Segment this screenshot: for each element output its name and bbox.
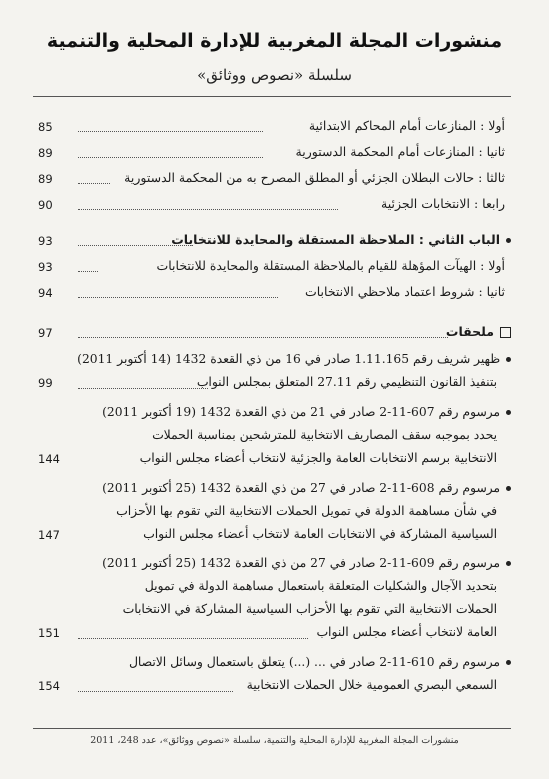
appendix-entry [38,655,511,697]
leader-dots [78,131,263,132]
page-title: منشورات المجلة المغربية للإدارة المحلية والتنمية [46,30,503,52]
toc-entry-text: ثانيا : المنازعات أمام المحكمة الدستورية [295,144,505,159]
toc-chapter-heading [38,232,511,254]
appendix-line: السمعي البصري العمومية خلال الحملات الانتخابية [246,678,497,692]
leader-dots [78,691,233,692]
appendix-line: يحدد بموجبه سقف المصاريف الانتخابية للمترشحين بمناسبة الحملات [152,428,497,442]
appendix-line: بتنفيذ القانون التنظيمي رقم 27.11 المتعلق بمجلس النواب [196,375,497,389]
appendix-line: مرسوم رقم 610-11-2 صادر في ... (...) يتعلق باستعمال وسائل الاتصال [128,655,500,669]
toc-row [38,258,511,280]
leader-dots [78,183,110,184]
appendix-line: بتحديد الآجال والشكليات المتعلقة باستعمال مساهمة الدولة في تمويل [144,579,497,593]
toc-page-number: 85 [38,120,53,134]
appendix-line: مرسوم رقم 607-11-2 صادر في 21 من ذي القعدة 1432 (19 أكتوبر 2011) [102,405,500,419]
toc-entry-text: ملحقات [445,324,494,339]
bullet-icon [506,486,511,491]
toc-row [38,118,511,140]
appendix-page-number: 151 [38,626,60,640]
toc-row [38,196,511,218]
appendix-line: مرسوم رقم 608-11-2 صادر في 27 من ذي القعدة 1432 (25 أكتوبر 2011) [102,481,500,495]
leader-dots [78,271,98,272]
appendix-line: العامة لانتخاب أعضاء مجلس النواب [316,625,497,639]
toc-page-number: 93 [38,234,53,248]
toc-entry-text: الباب الثاني : الملاحظة المستقلة والمحايدة للانتخابات [171,232,500,247]
toc-row [38,170,511,192]
toc-page-number: 97 [38,326,53,340]
leader-dots [78,337,448,338]
toc-entry-text: ثانيا : شروط اعتماد ملاحظي الانتخابات [304,284,505,299]
appendix-line: الانتخابية برسم الانتخابات العامة والجزئية لانتخاب أعضاء مجلس النواب [139,451,497,465]
toc-page-number: 89 [38,146,53,160]
leader-dots [78,297,278,298]
bullet-icon [506,357,511,362]
checkbox-square-icon [500,327,511,338]
appendix-page-number: 154 [38,679,60,693]
appendix-entry [38,556,511,644]
toc-page-number: 93 [38,260,53,274]
appendix-line: الحملات الانتخابية التي تقوم بها الأحزاب السياسية المشاركة في الانتخابات [122,602,497,616]
toc-entry-text: أولا : الهيآت المؤهلة للقيام بالملاحظة المستقلة والمحايدة للانتخابات [156,258,505,273]
appendix-page-number: 147 [38,528,60,542]
appendix-page-number: 144 [38,452,60,466]
appendix-page-number: 99 [38,376,53,390]
footer-divider [33,728,511,729]
appendix-entry [38,352,511,392]
bullet-icon [506,410,511,415]
header-divider [33,96,511,97]
leader-dots [78,388,208,389]
page-footer: منشورات المجلة المغربية للإدارة المحلية والتنمية، سلسلة «نصوص ووثائق»، عدد 248، 2011 [90,735,459,746]
toc-page-number: 90 [38,198,53,212]
appendix-line: السياسية المشاركة في الانتخابات العامة لانتخاب أعضاء مجلس النواب [143,527,497,541]
toc-row [38,144,511,166]
toc-page-number: 94 [38,286,53,300]
leader-dots [78,209,338,210]
appendix-line: في شأن مساهمة الدولة في تمويل الحملات الانتخابية التي تقوم بها الأحزاب [116,504,497,518]
toc-entry-text: رابعا : الانتخابات الجزئية [381,196,505,211]
toc-entry-text: أولا : المنازعات أمام المحاكم الابتدائية [308,118,505,133]
leader-dots [78,638,308,639]
toc-entry-text: ثالثا : حالات البطلان الجزئي أو المطلق المصرح به من المحكمة الدستورية [124,170,505,185]
bullet-icon [506,238,511,243]
toc-row [38,284,511,306]
toc-page-number: 89 [38,172,53,186]
appendix-entry [38,405,511,470]
leader-dots [78,245,193,246]
appendix-line: مرسوم رقم 609-11-2 صادر في 27 من ذي القعدة 1432 (25 أكتوبر 2011) [102,556,500,570]
appendix-entry [38,481,511,546]
bullet-icon [506,561,511,566]
series-subtitle: سلسلة «نصوص ووثائق» [197,66,352,84]
appendix-line: ظهير شريف رقم 1.11.165 صادر في 16 من ذي القعدة 1432 (14 أكتوبر 2011) [77,352,500,366]
toc-appendix-heading [38,324,511,346]
leader-dots [78,157,263,158]
bullet-icon [506,660,511,665]
